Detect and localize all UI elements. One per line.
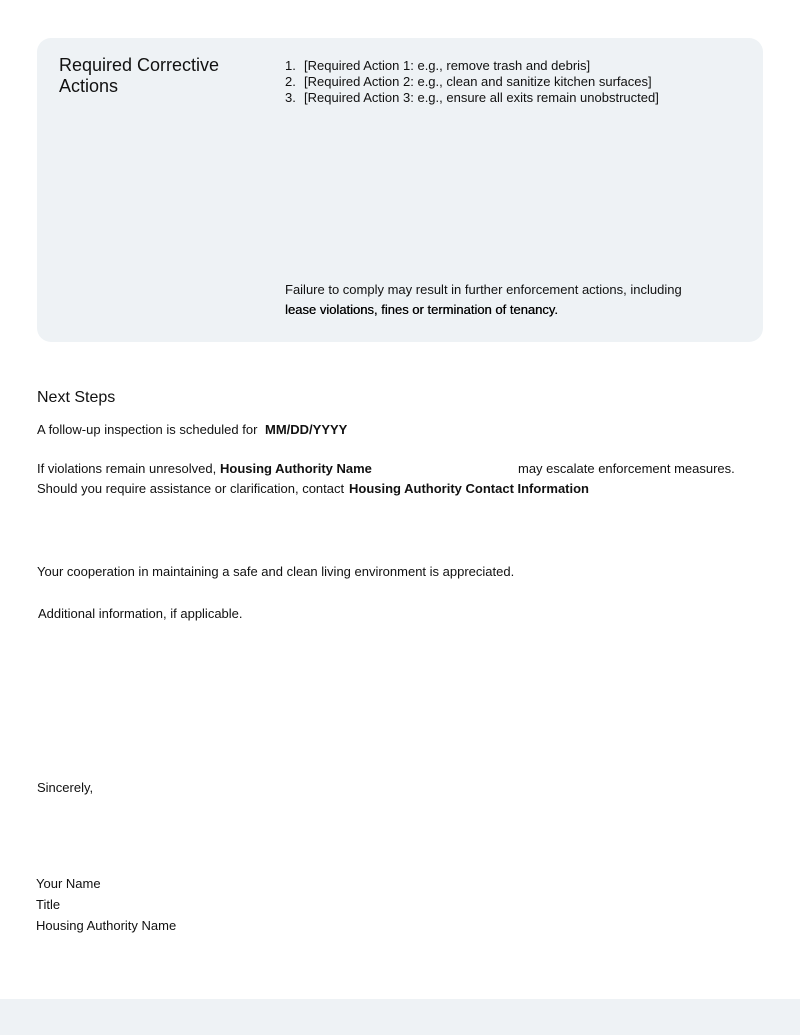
warning-line-2: lease violations, fines or termination of tenancy. <box>285 301 558 317</box>
compliance-warning <box>285 280 755 319</box>
followup-prefix: A follow-up inspection is scheduled for <box>37 422 258 437</box>
cooperation-text: Your cooperation in maintaining a safe and clean living environment is appreciated. <box>37 564 515 579</box>
escalate-suffix: may escalate enforcement measures. <box>518 461 735 476</box>
list-number: 3. <box>285 90 296 105</box>
list-number: 1. <box>285 58 296 73</box>
next-steps-heading: Next Steps <box>37 389 116 406</box>
list-item <box>285 58 755 74</box>
signer-title: Title <box>36 897 61 912</box>
list-text: [Required Action 3: e.g., ensure all exits remain unobstructed] <box>304 90 659 105</box>
followup-date: MM/DD/YYYY <box>265 422 348 437</box>
contact-info: Housing Authority Contact Information <box>349 481 589 496</box>
list-item <box>285 74 755 90</box>
contact-prefix: Should you require assistance or clarification, contact <box>37 481 345 496</box>
signer-name: Your Name <box>36 876 101 891</box>
list-item <box>285 90 755 106</box>
actions-list <box>285 58 755 106</box>
list-number: 2. <box>285 74 296 89</box>
signer-org: Housing Authority Name <box>36 918 177 933</box>
additional-info: Additional information, if applicable. <box>38 606 243 621</box>
list-text: [Required Action 2: e.g., clean and sanitize kitchen surfaces] <box>304 74 652 89</box>
footer-band <box>0 999 800 1035</box>
panel-title: Required Corrective Actions <box>59 55 220 96</box>
list-text: [Required Action 1: e.g., remove trash and debris] <box>304 58 591 73</box>
closing: Sincerely, <box>37 780 94 795</box>
authority-name: Housing Authority Name <box>220 461 372 476</box>
corrective-actions-panel <box>37 38 763 342</box>
warning-line-1: Failure to comply may result in further enforcement actions, including <box>285 282 682 297</box>
escalate-prefix: If violations remain unresolved, <box>37 461 217 476</box>
